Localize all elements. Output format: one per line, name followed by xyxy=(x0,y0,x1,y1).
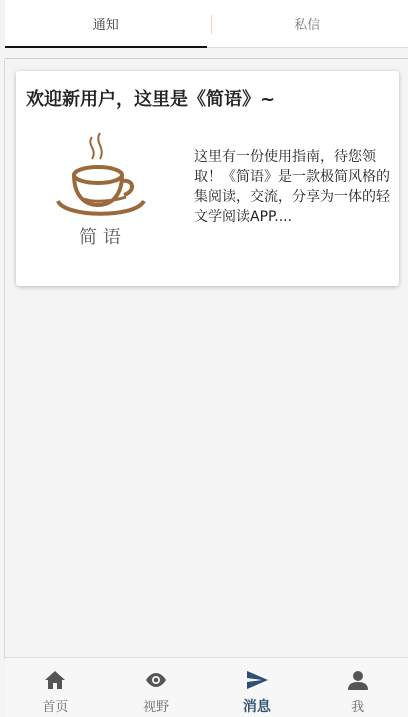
bottom-nav xyxy=(5,657,408,717)
send-icon xyxy=(245,668,269,692)
logo-text: 简 语 xyxy=(79,227,121,248)
tab-private-message[interactable] xyxy=(207,0,408,47)
coffee-cup-logo-icon xyxy=(54,131,150,251)
divider xyxy=(5,58,408,59)
nav-me-label: 我 xyxy=(351,700,365,715)
eye-icon xyxy=(144,668,168,692)
tab-separator xyxy=(211,15,212,34)
nav-messages[interactable] xyxy=(207,658,308,717)
tab-notice[interactable] xyxy=(5,0,207,47)
tab-notice-label: 通知 xyxy=(92,18,119,33)
card-text: 这里有一份使用指南，待您领取！《简语》是一款极简风格的集阅读，交流，分享为一体的轻文学阅读APP.... xyxy=(194,149,390,225)
nav-messages-label: 消息 xyxy=(242,699,271,715)
user-icon xyxy=(346,668,370,692)
card-title: 欢迎新用户，这里是《简语》~ xyxy=(26,89,276,110)
nav-me[interactable] xyxy=(307,658,408,717)
nav-view[interactable] xyxy=(106,658,207,717)
left-border xyxy=(4,59,5,659)
nav-home[interactable] xyxy=(5,658,106,717)
tab-private-message-label: 私信 xyxy=(294,18,321,33)
welcome-card[interactable] xyxy=(16,71,399,286)
home-icon xyxy=(43,668,67,692)
top-tabs xyxy=(5,0,408,48)
nav-view-label: 视野 xyxy=(143,700,170,715)
nav-home-label: 首页 xyxy=(42,700,69,715)
